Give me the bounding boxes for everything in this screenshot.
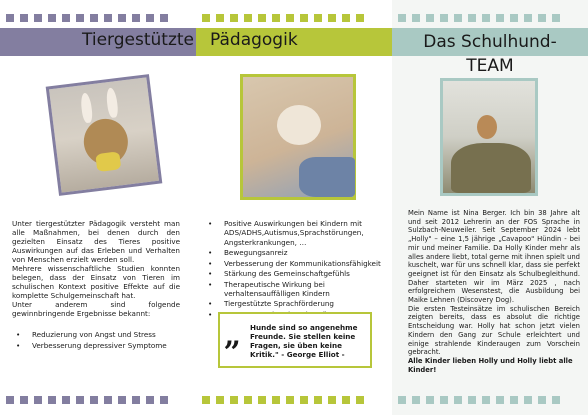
panel-title <box>392 30 588 78</box>
panel-left <box>0 0 196 415</box>
decorative-dots-bottom <box>392 396 588 404</box>
bunny-ear-left <box>80 92 94 123</box>
dog-photo-rock <box>440 78 538 196</box>
panel-title: Tiergestützte <box>82 30 194 50</box>
team-paragraph-1: Mein Name ist Nina Berger. Ich bin 38 Jahre alt und seit 2012 Lehrerin an der FOS Sprache in Sulzbach-Neuweiler. Seit September 2024 lebt „Holly" – eine 1,5 jährige „Cavapoo" Hündin - bei mir und meiner Familie. Da Holly Kinder mehr als alles andere liebt, total gerne mit ihnen spielt und kuschelt, war für uns schnell klar, dass sie perfekt geeignet ist für den Einsatz als Schulbegleithund. Daher starteten wir im März 2025 , nach erfolgreichem Wesenstest, die Ausbildung bei Maike Lehnen (Discovery Dog). <box>408 209 580 305</box>
list-item: • Stärkung des Gemeinschaftgefühls <box>204 269 384 278</box>
decorative-dots-bottom <box>196 396 392 404</box>
list-item: • Positive Auswirkungen bei Kindern mit ADS/ADHS,Autismus,Sprachstörungen, Angsterkrankungen, … <box>204 219 384 247</box>
panel-title: Pädagogik <box>210 30 298 50</box>
intro-text <box>12 219 180 318</box>
team-text <box>408 209 580 374</box>
dog-photo-floor <box>240 74 356 200</box>
decorative-dots-bottom <box>0 396 196 404</box>
intro-paragraph-1: Unter tiergestützter Pädagogik versteht man alle Maßnahmen, bei denen durch den gezielten Einsatz des Tieres positive Auswirkungen auf das Erleben und Verhalten von Menschen erzielt werden soll. <box>12 219 180 264</box>
decorative-dots-top <box>0 14 196 22</box>
title-line-2: TEAM <box>466 56 514 76</box>
panel-right <box>392 0 588 415</box>
panel-middle <box>196 0 392 415</box>
list-item: • Bewegungsanreiz <box>204 248 384 257</box>
dog-shape <box>477 115 497 139</box>
list-item: • Verbesserung der Kommunikationsfähigkeit <box>204 259 384 268</box>
benefits-list <box>12 330 182 352</box>
dog-photo-bunny-ears <box>46 74 163 196</box>
title-line-1: Das Schulhund- <box>423 32 557 52</box>
list-item: • Verbesserung depressiver Symptome <box>12 341 182 350</box>
team-closing: Alle Kinder lieben Holly und Holly liebt alle Kinder! <box>408 356 573 374</box>
dog-shape <box>277 105 321 145</box>
team-paragraph-2: Die ersten Testeinsätze im schulischen Bereich zeigten bereits, dass es absolut die richtige Entscheidung war. Holly hat schon jetzt vielen Kindern den Gang zur Schule erleichtert und einige strahlende Kinderaugen zum Vorschein gebracht. <box>408 304 580 357</box>
benefits-list <box>204 219 384 320</box>
rock-shape <box>451 143 531 193</box>
intro-paragraph-2: Mehrere wissenschaftliche Studien konnten belegen, dass der Einsatz von Tieren im schulischen Kontext positive Effekte auf die komplette Schulgemeinschaft hat. <box>12 264 180 300</box>
decorative-dots-top <box>392 14 588 22</box>
jeans-leg <box>299 157 355 197</box>
dog-harness <box>95 151 121 172</box>
intro-paragraph-3: Unter anderem sind folgende gewinnbringende Ergebnisse bekannt: <box>12 300 180 318</box>
list-item: • Tiergestützte Sprachförderung <box>204 299 384 308</box>
list-item: • Reduzierung von Angst und Stress <box>12 330 182 339</box>
quote-text: Hunde sind so angenehme Freunde. Sie stellen keine Fragen, sie üben keine Kritik." - George Elliot - <box>250 323 358 359</box>
list-item: • Therapeutische Wirkung bei verhaltensauffälligen Kindern <box>204 280 384 299</box>
decorative-dots-top <box>196 14 392 22</box>
quote-mark: „ <box>224 318 242 353</box>
bunny-ear-right <box>105 87 119 118</box>
quote-box <box>218 312 372 368</box>
